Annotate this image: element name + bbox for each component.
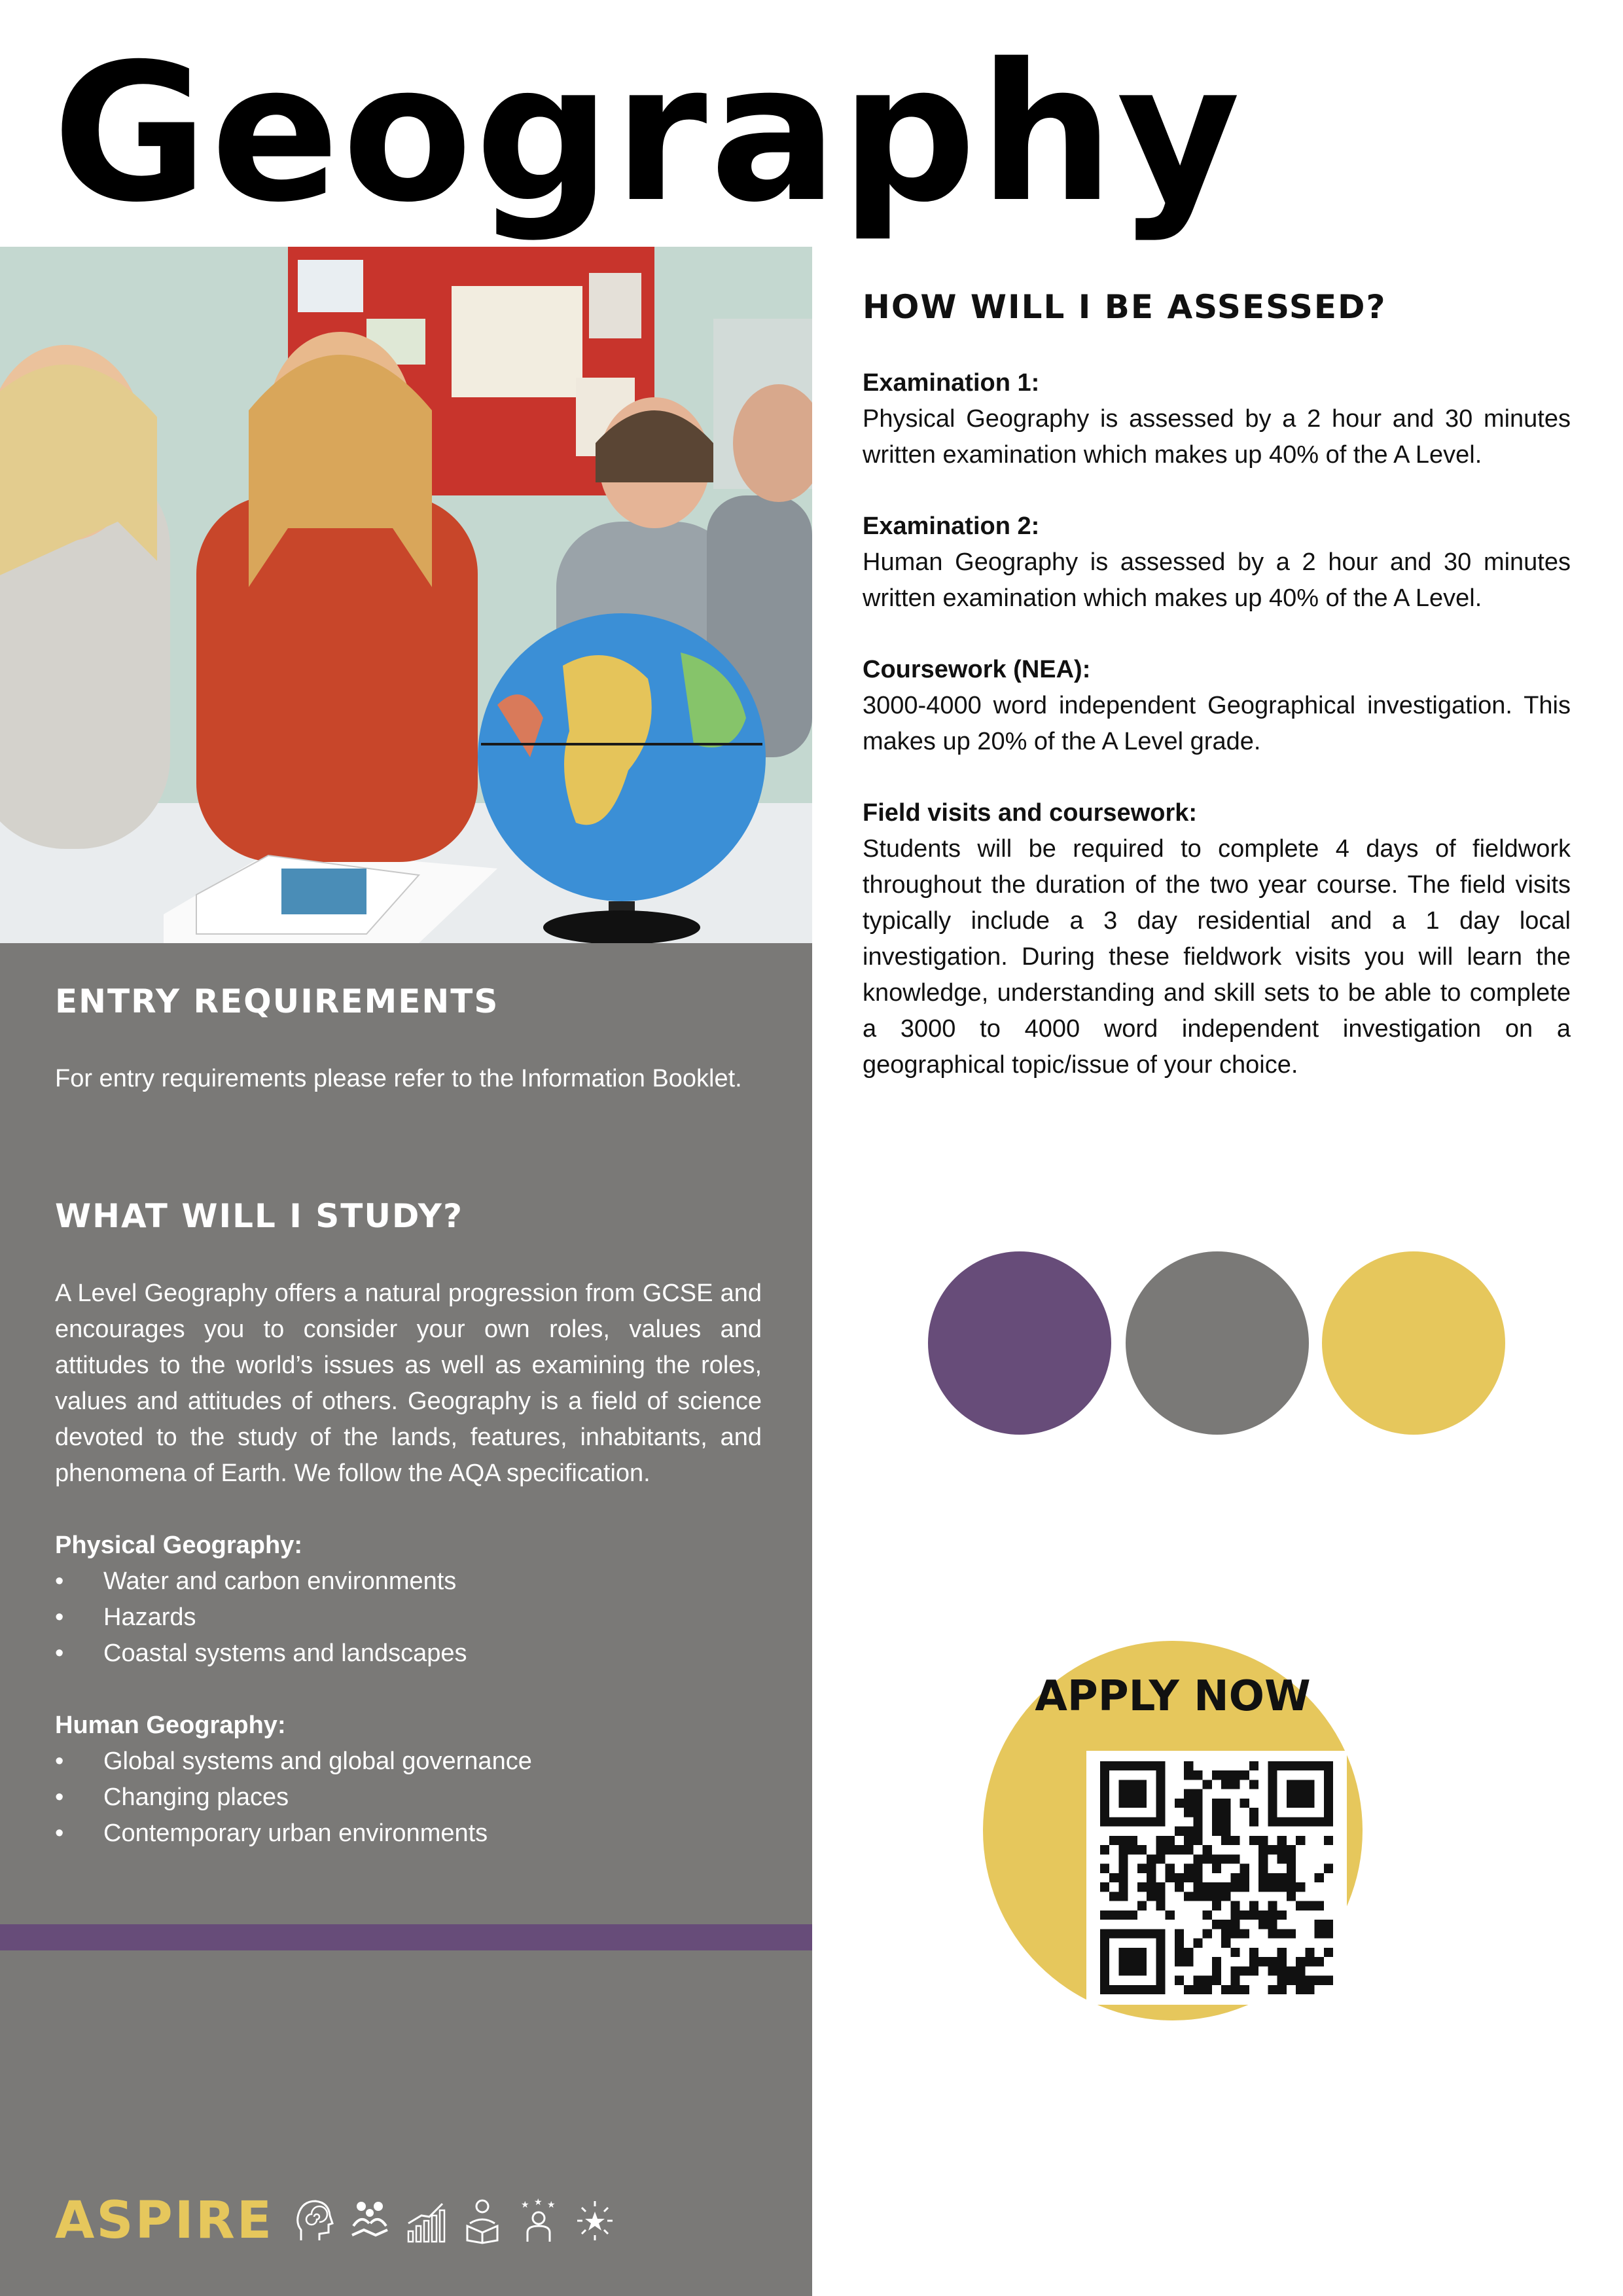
purple-divider xyxy=(0,1924,812,1950)
qr-code-icon xyxy=(1098,1761,1335,1994)
human-geography-list xyxy=(55,1744,762,1852)
page-title: Geography xyxy=(52,24,1243,244)
person-reading-icon xyxy=(462,2197,503,2244)
growth-chart-icon xyxy=(406,2197,446,2244)
star-burst-icon xyxy=(575,2197,615,2244)
svg-text:★: ★ xyxy=(547,2200,556,2210)
assessment-block-field-visits xyxy=(863,795,1571,1083)
qr-code[interactable] xyxy=(1086,1751,1347,2005)
svg-text:★: ★ xyxy=(521,2200,529,2210)
assessment-block-text: 3000-4000 word independent Geographical investigation. This makes up 20% of the A Level grade. xyxy=(863,692,1571,755)
apply-now-badge[interactable] xyxy=(983,1641,1363,2020)
people-hands-icon xyxy=(349,2197,390,2244)
assessment-block-exam-1 xyxy=(863,365,1571,473)
assessment-block-text: Physical Geography is assessed by a 2 hour and 30 minutes written examination which makes up 40% of the A Level. xyxy=(863,405,1571,469)
assessment-section xyxy=(863,288,1571,1119)
assessment-block-exam-2 xyxy=(863,509,1571,617)
yellow-circle xyxy=(1322,1251,1505,1435)
students-with-globe-photo xyxy=(0,247,812,943)
physical-geography-heading: Physical Geography: xyxy=(55,1532,303,1559)
svg-text:★: ★ xyxy=(534,2197,543,2208)
apply-now-label: APPLY NOW xyxy=(1035,1672,1311,1721)
aspire-logo-text: ASPIRE xyxy=(55,2191,274,2250)
grey-circle xyxy=(1126,1251,1309,1435)
study-heading: WHAT WILL I STUDY? xyxy=(55,1197,464,1235)
assessment-block-coursework xyxy=(863,652,1571,760)
purple-circle xyxy=(928,1251,1111,1435)
footer-brand xyxy=(55,2191,631,2250)
person-stars-icon xyxy=(518,2197,559,2244)
entry-requirements-text: For entry requirements please refer to the Information Booklet. xyxy=(55,1065,742,1092)
assessment-block-text: Human Geography is assessed by a 2 hour and 30 minutes written examination which makes up 40% of the A Level. xyxy=(863,548,1571,612)
assessment-block-text: Students will be required to complete 4 days of fieldwork throughout the duration of the two year course. The field visits typically include a 3 day residential and a 1 day local investigation. During these fieldwork visits you will learn the knowledge, understanding and skill sets to be able to complete a 3000 to 4000 word independent investigation on a geographical topic/issue of your choice. xyxy=(863,835,1571,1079)
head-spiral-icon xyxy=(293,2197,334,2244)
human-geography-heading: Human Geography: xyxy=(55,1712,286,1739)
info-panel xyxy=(0,943,812,2296)
list-item: • Hazards xyxy=(55,1600,762,1636)
list-item: • Water and carbon environments xyxy=(55,1564,762,1600)
assessment-heading: HOW WILL I BE ASSESSED? xyxy=(863,288,1387,326)
entry-requirements-heading: ENTRY REQUIREMENTS xyxy=(55,982,499,1020)
list-item: • Contemporary urban environments xyxy=(55,1816,762,1852)
list-item: • Changing places xyxy=(55,1780,762,1816)
physical-geography-list xyxy=(55,1564,762,1672)
assessment-block-title: Coursework (NEA): xyxy=(863,656,1091,683)
assessment-block-title: Examination 2: xyxy=(863,512,1040,540)
assessment-block-title: Examination 1: xyxy=(863,369,1040,397)
list-item: • Coastal systems and landscapes xyxy=(55,1636,762,1672)
assessment-block-title: Field visits and coursework: xyxy=(863,799,1198,827)
list-item: • Global systems and global governance xyxy=(55,1744,762,1780)
study-text: A Level Geography offers a natural progression from GCSE and encourages you to consider your own roles, values and attitudes to the world’s issues as well as examining the roles, values and attitudes of others. Geography is a field of science devoted to the study of the lands, features, inhabitants, and phenomena of Earth. We follow the AQA specification. xyxy=(55,1280,762,1487)
